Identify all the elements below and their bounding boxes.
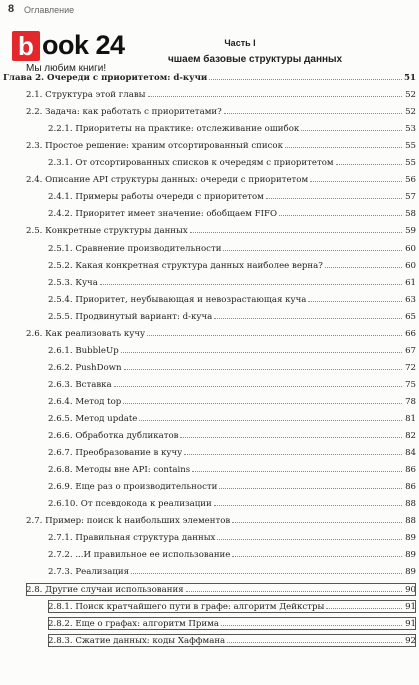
toc-entry-title: 2.5.2. Какая конкретная структура данных наиболее верна? bbox=[48, 260, 323, 271]
toc-page-number: 52 bbox=[405, 107, 416, 118]
toc-page-number: 57 bbox=[405, 192, 416, 203]
part-subtitle: чшаем базовые структуры данных bbox=[168, 54, 343, 65]
toc-row bbox=[48, 565, 416, 578]
toc-page-number: 84 bbox=[405, 448, 416, 459]
toc-row bbox=[48, 531, 416, 544]
toc-page-number: 65 bbox=[405, 311, 416, 322]
toc-page-number: 63 bbox=[405, 294, 416, 305]
toc-page-number: 59 bbox=[405, 226, 416, 237]
toc-leader-dots bbox=[100, 276, 402, 285]
toc-row bbox=[26, 139, 416, 152]
toc-page-number: 56 bbox=[405, 175, 416, 186]
toc-row bbox=[48, 548, 416, 561]
toc-row bbox=[26, 514, 416, 527]
toc-entry-title: 2.6.1. BubbleUp bbox=[48, 345, 119, 356]
logo-slogan: Мы любим книги! bbox=[26, 63, 107, 74]
toc-page-number: 90 bbox=[405, 584, 416, 595]
logo-letter-b: b bbox=[12, 31, 40, 61]
toc-row bbox=[26, 88, 416, 101]
toc-leader-dots bbox=[180, 429, 402, 438]
toc-leader-dots bbox=[121, 344, 402, 353]
toc-entry-title: 2.6.4. Метод top bbox=[48, 396, 122, 407]
toc-page-number: 66 bbox=[405, 328, 416, 339]
toc-entry-title: 2.5.1. Сравнение производительности bbox=[48, 243, 222, 254]
toc-page-number: 86 bbox=[405, 465, 416, 476]
toc-entry-title: 2.6.10. От псевдокода к реализации bbox=[48, 499, 212, 510]
toc-entry-title: 2.4. Описание API структуры данных: очереди с приоритетом bbox=[26, 175, 309, 186]
toc-entry-title: 2.6.6. Обработка дубликатов bbox=[48, 431, 179, 442]
toc-page-number: 89 bbox=[405, 533, 416, 544]
toc-leader-dots bbox=[227, 634, 402, 643]
toc-entry-title: 2.6. Как реализовать кучу bbox=[26, 328, 146, 339]
toc-leader-dots bbox=[219, 480, 402, 489]
toc-row bbox=[48, 190, 416, 203]
toc-entry-title: 2.6.5. Метод update bbox=[48, 414, 138, 424]
toc-row bbox=[48, 242, 416, 255]
toc-page-number: 55 bbox=[405, 158, 416, 169]
toc-chapter-row bbox=[3, 71, 416, 84]
toc-entry-title: 2.8.3. Сжатие данных: коды Хаффмана bbox=[48, 635, 226, 646]
book24-logo bbox=[2, 23, 167, 74]
toc-row bbox=[48, 259, 416, 272]
toc-entry-title: 2.6.3. Вставка bbox=[48, 379, 112, 390]
toc-row bbox=[48, 429, 416, 442]
toc-page-number: 58 bbox=[405, 209, 416, 220]
toc-page-number: 81 bbox=[405, 414, 416, 424]
toc-row bbox=[48, 412, 416, 425]
toc-page-number: 60 bbox=[405, 243, 416, 254]
toc-leader-dots bbox=[308, 293, 402, 302]
toc-entry-title: 2.4.2. Приоритет имеет значение: обобщаем FIFO bbox=[48, 209, 278, 220]
page-number: 8 bbox=[8, 3, 15, 15]
toc-entry-title: 2.5.3. Куча bbox=[48, 277, 98, 288]
toc-leader-dots bbox=[325, 259, 402, 268]
toc-row bbox=[48, 276, 416, 289]
toc-row bbox=[26, 173, 416, 186]
toc-entry-title: 2.7.3. Реализация bbox=[48, 567, 129, 578]
toc-leader-dots bbox=[232, 548, 402, 557]
logo-wordmark: ook 24 bbox=[42, 30, 125, 60]
toc-row bbox=[48, 361, 416, 374]
toc-leader-dots bbox=[114, 378, 402, 387]
toc-page-number: 86 bbox=[405, 482, 416, 493]
toc-row bbox=[48, 344, 416, 357]
toc-leader-dots bbox=[285, 139, 402, 148]
toc-entry-title: 2.3.1. От отсортированных списков к очередям с приоритетом bbox=[48, 158, 334, 169]
toc-leader-dots bbox=[186, 583, 402, 592]
toc-row bbox=[48, 634, 416, 647]
toc-row bbox=[48, 122, 416, 135]
toc-page-number: 67 bbox=[405, 345, 416, 356]
toc-row bbox=[48, 207, 416, 220]
toc-page-number: 51 bbox=[404, 73, 416, 83]
toc-entry-title: 2.4.1. Примеры работы очереди с приоритетом bbox=[48, 192, 264, 203]
toc-leader-dots bbox=[310, 173, 402, 182]
toc-row bbox=[48, 378, 416, 391]
toc-leader-dots bbox=[223, 242, 402, 251]
toc-leader-dots bbox=[190, 224, 402, 233]
toc-row bbox=[48, 463, 416, 476]
toc-entry-title: 2.6.8. Методы вне API: contains bbox=[48, 465, 191, 476]
toc-leader-dots bbox=[221, 617, 402, 626]
toc-entry-title: Глава 2. Очереди с приоритетом: d-кучи bbox=[3, 73, 208, 83]
toc-row bbox=[26, 105, 416, 118]
toc-entry-title: 2.5. Конкретные структуры данных bbox=[26, 226, 188, 237]
toc-page-number: 52 bbox=[405, 90, 416, 101]
part-title: Часть I bbox=[224, 38, 256, 48]
toc-leader-dots bbox=[224, 105, 402, 114]
toc-leader-dots bbox=[123, 395, 402, 404]
toc-page-number: 89 bbox=[405, 550, 416, 561]
toc-row bbox=[48, 617, 416, 630]
running-head: Оглавление bbox=[24, 5, 75, 15]
toc-leader-dots bbox=[217, 531, 402, 540]
toc-page-number: 88 bbox=[405, 516, 416, 527]
toc-leader-dots bbox=[266, 190, 402, 199]
toc-page-number: 88 bbox=[405, 499, 416, 510]
toc-page-number: 91 bbox=[405, 601, 416, 612]
toc-leader-dots bbox=[124, 361, 402, 370]
toc-entry-title: 2.5.4. Приоритет, неубывающая и невозрастающая куча bbox=[48, 294, 307, 305]
toc-leader-dots bbox=[214, 310, 402, 319]
toc-row bbox=[48, 446, 416, 459]
toc-row bbox=[48, 395, 416, 408]
toc-entry-title: 2.2.1. Приоритеты на практике: отслеживание ошибок bbox=[48, 124, 300, 135]
toc-leader-dots bbox=[131, 565, 402, 574]
toc-row bbox=[48, 156, 416, 169]
toc-entry-title: 2.3. Простое решение: храним отсортированный список bbox=[26, 141, 283, 152]
toc-entry-title: 2.6.7. Преобразование в кучу bbox=[48, 448, 183, 459]
toc-leader-dots bbox=[279, 207, 402, 216]
toc-entry-title: 2.1. Структура этой главы bbox=[26, 90, 146, 101]
toc-entry-title: 2.7.2. ...И правильное ее использование bbox=[48, 550, 231, 561]
toc-page-number: 55 bbox=[405, 141, 416, 152]
toc-page-number: 75 bbox=[405, 379, 416, 390]
toc-row bbox=[26, 224, 416, 237]
toc-entry-title: 2.6.2. PushDown bbox=[48, 362, 122, 373]
toc-row bbox=[48, 293, 416, 306]
toc-leader-dots bbox=[184, 446, 402, 455]
toc-leader-dots bbox=[139, 412, 402, 421]
toc-page-number: 61 bbox=[405, 277, 416, 288]
toc-leader-dots bbox=[192, 463, 402, 472]
toc-entry-title: 2.2. Задача: как работать с приоритетами? bbox=[26, 107, 222, 118]
toc-page-number: 60 bbox=[405, 260, 416, 271]
toc-leader-dots bbox=[301, 122, 402, 131]
toc-entry-title: 2.8. Другие случаи использования bbox=[26, 584, 184, 595]
toc-entry-title: 2.7.1. Правильная структура данных bbox=[48, 533, 216, 544]
toc-row bbox=[48, 600, 416, 613]
toc-leader-dots bbox=[148, 88, 402, 97]
toc-leader-dots bbox=[147, 327, 402, 336]
toc-page-number: 92 bbox=[405, 635, 416, 646]
toc-leader-dots bbox=[214, 497, 402, 506]
toc-page-number: 72 bbox=[405, 362, 416, 373]
toc-row bbox=[48, 310, 416, 323]
toc-page-number: 89 bbox=[405, 567, 416, 578]
toc-row bbox=[48, 497, 416, 510]
toc-leader-dots bbox=[209, 71, 402, 80]
toc-entry-title: 2.6.9. Еще раз о производительности bbox=[48, 482, 218, 493]
toc-leader-dots bbox=[232, 514, 402, 523]
toc-page-number: 53 bbox=[405, 124, 416, 135]
toc-page-number: 78 bbox=[405, 396, 416, 407]
toc-row bbox=[26, 327, 416, 340]
toc-entry-title: 2.7. Пример: поиск k наибольших элементов bbox=[26, 516, 231, 527]
toc-entry-title: 2.8.1. Поиск кратчайшего пути в графе: алгоритм Дейкстры bbox=[48, 601, 325, 612]
toc-row bbox=[48, 480, 416, 493]
toc-page-number: 82 bbox=[405, 431, 416, 442]
toc-page-number: 91 bbox=[405, 618, 416, 629]
toc-leader-dots bbox=[326, 600, 402, 609]
toc-leader-dots bbox=[336, 156, 402, 165]
toc-entry-title: 2.8.2. Еще о графах: алгоритм Прима bbox=[48, 618, 219, 629]
toc-entry-title: 2.5.5. Продвинутый вариант: d-куча bbox=[48, 311, 213, 322]
toc-row bbox=[26, 583, 416, 596]
